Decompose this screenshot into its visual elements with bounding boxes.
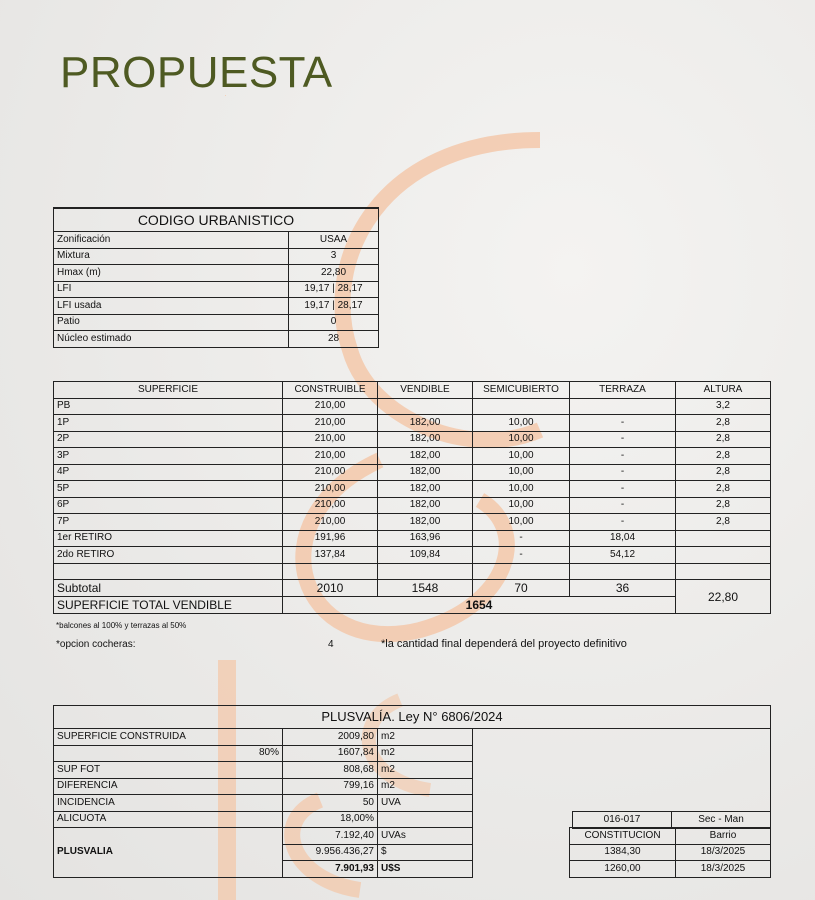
floor-label: 4P [54,464,283,481]
terraza-cell [570,563,676,580]
floor-label: PB [54,398,283,415]
plusvalia-label: PLUSVALIA [54,828,283,878]
semicubierto-cell: 10,00 [473,481,570,498]
floor-label: 2P [54,431,283,448]
vendible-cell: 109,84 [378,547,473,564]
alicuota-value: 18,00% [283,811,378,828]
construible-cell: 210,00 [283,497,378,514]
usd-unit: U$S [378,861,473,878]
total-vendible-value: 1654 [283,597,676,614]
altura-cell: 2,8 [676,481,771,498]
superficie-row [54,448,771,465]
sup-fot-label: SUP FOT [54,762,283,779]
vendible-cell: 163,96 [378,530,473,547]
semicubierto-cell [473,563,570,580]
page-title: PROPUESTA [60,48,333,97]
codigo-label: Zonificación [54,232,289,249]
sup-fot-value: 808,68 [283,762,378,779]
sup-construida-unit: m2 [378,729,473,746]
codigo-value: 19,17 | 28,17 [289,281,379,298]
incidencia-value: 50 [283,795,378,812]
side-r2-b: Barrio [676,828,771,845]
construible-cell: 210,00 [283,481,378,498]
semicubierto-cell [473,398,570,415]
altura-cell [676,530,771,547]
altura-cell: 3,2 [676,398,771,415]
pct-unit: m2 [378,745,473,762]
terraza-cell: - [570,497,676,514]
floor-label: 5P [54,481,283,498]
terraza-cell: - [570,448,676,465]
codigo-value: 19,17 | 28,17 [289,298,379,315]
superficie-table [53,381,771,614]
superficie-row [54,431,771,448]
semicubierto-cell: 10,00 [473,464,570,481]
superficie-row [54,415,771,432]
diferencia-value: 799,16 [283,778,378,795]
terraza-cell: 54,12 [570,547,676,564]
construible-cell: 210,00 [283,415,378,432]
floor-label: 3P [54,448,283,465]
superficie-row [54,464,771,481]
floor-label [54,563,283,580]
sup-construida-label: SUPERFICIE CONSTRUIDA [54,729,283,746]
altura-cell: 2,8 [676,514,771,531]
vendible-cell [378,563,473,580]
uvas-value: 7.192,40 [283,828,378,845]
side-r1-b: Sec - Man [672,812,771,829]
construible-cell: 137,84 [283,547,378,564]
floor-label: 6P [54,497,283,514]
codigo-label: Patio [54,314,289,331]
altura-cell: 2,8 [676,464,771,481]
superficie-row [54,481,771,498]
codigo-title: CODIGO URBANISTICO [54,208,379,232]
altura-cell: 2,8 [676,415,771,432]
codigo-urbanistico-table [53,207,379,348]
sup-fot-unit: m2 [378,762,473,779]
terraza-cell: - [570,464,676,481]
pct-value: 1607,84 [283,745,378,762]
superficie-row [54,563,771,580]
codigo-label: Hmax (m) [54,265,289,282]
side-r4-a: 1260,00 [570,861,676,878]
semicubierto-cell: 10,00 [473,497,570,514]
balcones-note: *balcones al 100% y terrazas al 50% [56,621,187,630]
pesos-unit: $ [378,844,473,861]
superficie-row [54,398,771,415]
superficie-header: SUPERFICIE [54,382,283,399]
construible-cell: 191,96 [283,530,378,547]
superficie-row [54,497,771,514]
construible-cell: 210,00 [283,431,378,448]
construible-cell: 210,00 [283,514,378,531]
terraza-cell [570,398,676,415]
construible-cell: 210,00 [283,464,378,481]
diferencia-unit: m2 [378,778,473,795]
pct-label: 80% [54,745,283,762]
floor-label: 7P [54,514,283,531]
subtotal-construible: 2010 [283,580,378,597]
floor-label: 2do RETIRO [54,547,283,564]
uvas-unit: UVAs [378,828,473,845]
plusvalia-table [53,705,771,878]
vendible-cell: 182,00 [378,497,473,514]
codigo-value: 22,80 [289,265,379,282]
terraza-header: TERRAZA [570,382,676,399]
vendible-cell: 182,00 [378,415,473,432]
codigo-label: LFI [54,281,289,298]
construible-cell: 210,00 [283,398,378,415]
incidencia-unit: UVA [378,795,473,812]
vendible-cell: 182,00 [378,514,473,531]
codigo-label: Mixtura [54,248,289,265]
codigo-value: USAA [289,232,379,249]
terraza-cell: - [570,514,676,531]
side-info-table [572,811,771,829]
altura-cell: 2,8 [676,431,771,448]
semicubierto-cell: 10,00 [473,514,570,531]
subtotal-vendible: 1548 [378,580,473,597]
diferencia-label: DIFERENCIA [54,778,283,795]
semicubierto-cell: - [473,547,570,564]
terraza-cell: - [570,481,676,498]
codigo-value: 3 [289,248,379,265]
side-r3-a: 1384,30 [570,844,676,861]
codigo-value: 0 [289,314,379,331]
subtotal-label: Subtotal [54,580,283,597]
semicubierto-header: SEMICUBIERTO [473,382,570,399]
altura-cell [676,563,771,580]
side-r2-a: CONSTITUCION [570,828,676,845]
pesos-value: 9.956.436,27 [283,844,378,861]
altura-cell [676,547,771,564]
codigo-value: 28 [289,331,379,348]
codigo-label: Núcleo estimado [54,331,289,348]
semicubierto-cell: 10,00 [473,431,570,448]
vendible-cell: 182,00 [378,464,473,481]
superficie-row [54,547,771,564]
subtotal-altura: 22,80 [676,580,771,614]
superficie-rows [54,398,771,580]
altura-cell: 2,8 [676,448,771,465]
construible-cell: 210,00 [283,448,378,465]
floor-label: 1er RETIRO [54,530,283,547]
superficie-row [54,514,771,531]
vendible-cell: 182,00 [378,431,473,448]
superficie-row [54,530,771,547]
terraza-cell: - [570,415,676,432]
vendible-cell: 182,00 [378,448,473,465]
semicubierto-cell: 10,00 [473,448,570,465]
semicubierto-cell: - [473,530,570,547]
vendible-cell [378,398,473,415]
altura-header: ALTURA [676,382,771,399]
cocheras-value: 4 [328,639,334,650]
alicuota-label: ALICUOTA [54,811,283,828]
final-note: *la cantidad final dependerá del proyecto definitivo [381,638,627,650]
sup-construida-value: 2009,80 [283,729,378,746]
plusvalia-title: PLUSVALÍA. Ley N° 6806/2024 [54,706,771,729]
construible-header: CONSTRUIBLE [283,382,378,399]
side-r1-a: 016-017 [573,812,672,829]
cocheras-label: *opcion cocheras: [56,639,136,650]
floor-label: 1P [54,415,283,432]
construible-cell [283,563,378,580]
side-r3-b: 18/3/2025 [676,844,771,861]
vendible-header: VENDIBLE [378,382,473,399]
total-vendible-label: SUPERFICIE TOTAL VENDIBLE [54,597,283,614]
semicubierto-cell: 10,00 [473,415,570,432]
usd-value: 7.901,93 [283,861,378,878]
terraza-cell: - [570,431,676,448]
codigo-label: LFI usada [54,298,289,315]
incidencia-label: INCIDENCIA [54,795,283,812]
terraza-cell: 18,04 [570,530,676,547]
subtotal-semicubierto: 70 [473,580,570,597]
subtotal-terraza: 36 [570,580,676,597]
vendible-cell: 182,00 [378,481,473,498]
side-r4-b: 18/3/2025 [676,861,771,878]
altura-cell: 2,8 [676,497,771,514]
